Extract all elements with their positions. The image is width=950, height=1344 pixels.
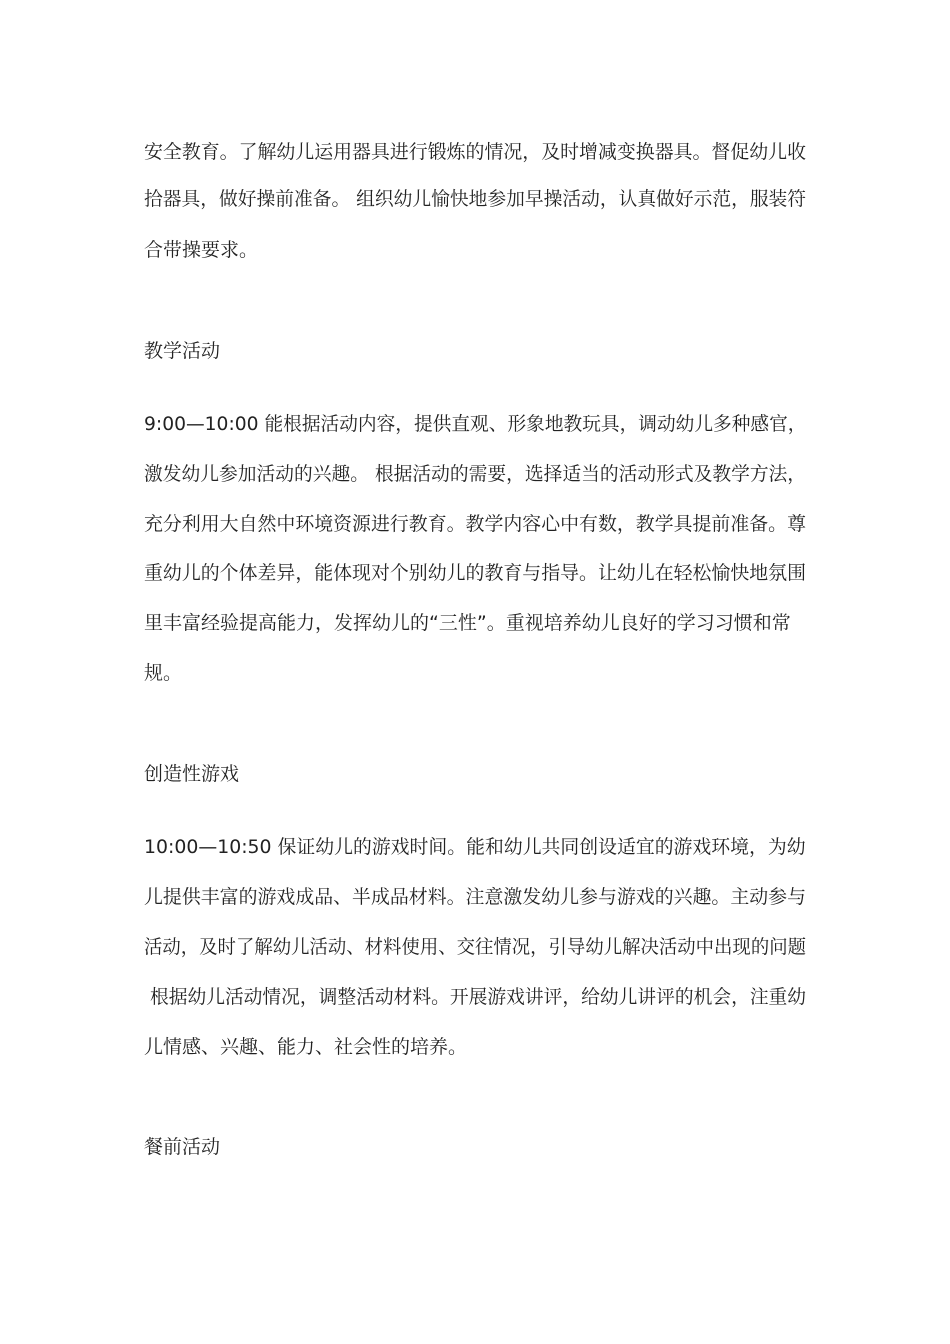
paragraph-line: 9:00—10:00 能根据活动内容，提供直观、形象地教玩具，调动幼儿多种感官， <box>144 413 807 435</box>
paragraph-line: 10:00—10:50 保证幼儿的游戏时间。能和幼儿共同创设适宜的游戏环境，为幼 <box>144 836 806 858</box>
paragraph-line: 安全教育。了解幼儿运用器具进行锻炼的情况，及时增减变换器具。督促幼儿收 <box>144 141 807 163</box>
section-heading-creative-play: 创造性游戏 <box>144 763 240 785</box>
paragraph-line: 里丰富经验提高能力，发挥幼儿的“三性”。重视培养幼儿良好的学习习惯和常 <box>144 612 791 634</box>
section-heading-premeal: 餐前活动 <box>144 1136 221 1158</box>
paragraph-line: 拾器具，做好操前准备。 组织幼儿愉快地参加早操活动，认真做好示范，服装符 <box>144 188 807 210</box>
paragraph-line: 儿情感、兴趣、能力、社会性的培养。 <box>144 1036 468 1058</box>
paragraph-line: 重幼儿的个体差异，能体现对个别幼儿的教育与指导。让幼儿在轻松愉快地氛围 <box>144 562 807 584</box>
paragraph-line: 激发幼儿参加活动的兴趣。 根据活动的需要，选择适当的活动形式及教学方法， <box>144 463 807 485</box>
paragraph-line: 合带操要求。 <box>144 239 259 261</box>
paragraph-line: 儿提供丰富的游戏成品、半成品材料。注意激发幼儿参与游戏的兴趣。主动参与 <box>144 886 807 908</box>
section-heading-teaching: 教学活动 <box>144 340 221 362</box>
paragraph-line: 活动，及时了解幼儿活动、材料使用、交往情况，引导幼儿解决活动中出现的问题 <box>144 936 806 958</box>
paragraph-line: 充分利用大自然中环境资源进行教育。教学内容心中有数，教学具提前准备。尊 <box>144 513 807 535</box>
paragraph-line: 规。 <box>144 662 183 684</box>
paragraph-line: 根据幼儿活动情况，调整活动材料。开展游戏讲评，给幼儿讲评的机会，注重幼 <box>144 986 807 1008</box>
